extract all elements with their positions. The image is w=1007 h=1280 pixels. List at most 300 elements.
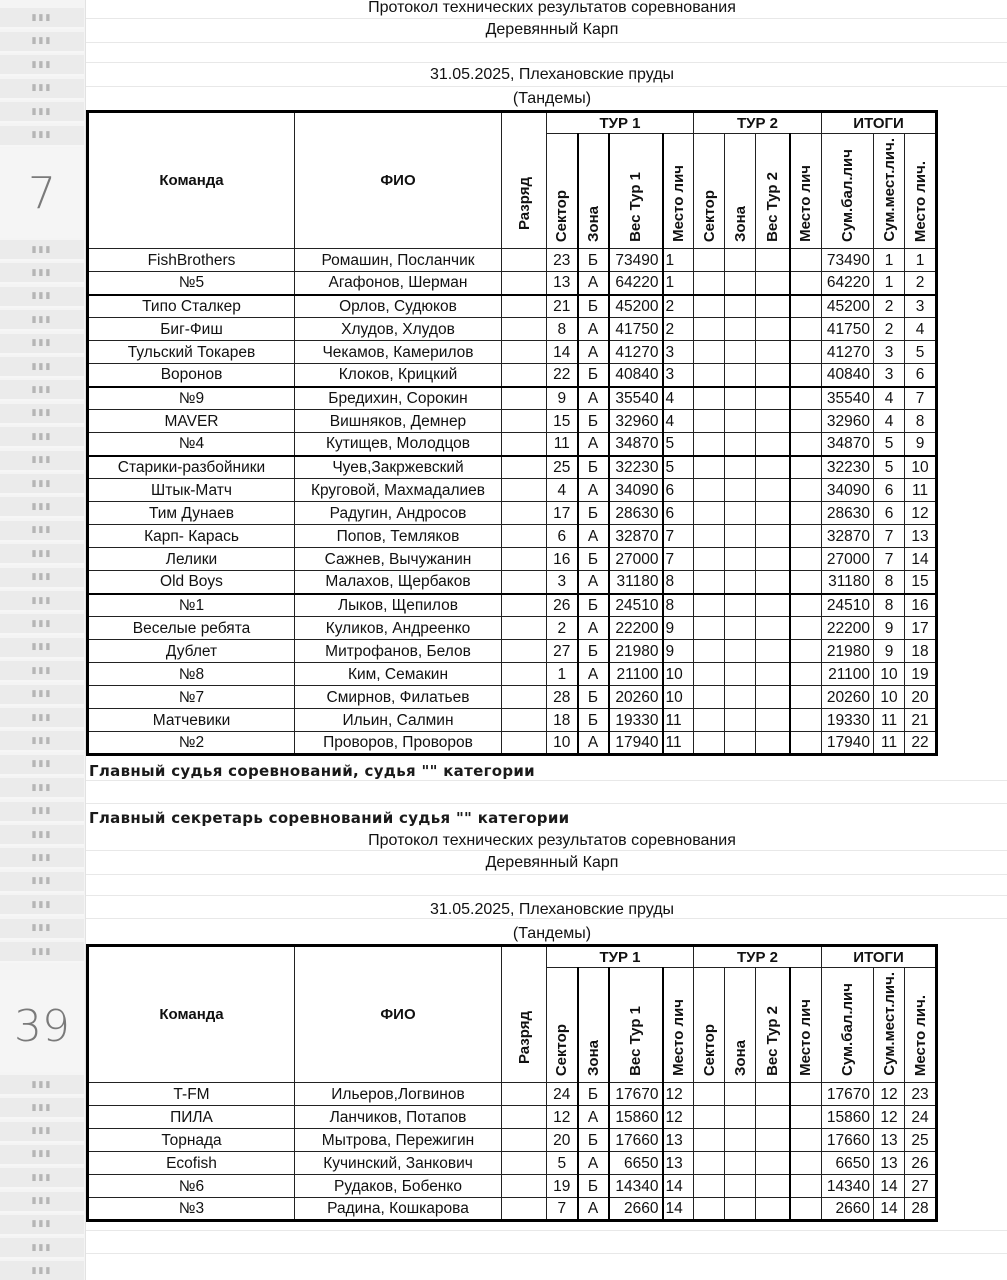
rank-cell[interactable] xyxy=(502,617,547,640)
sum-points-cell[interactable]: 64220 xyxy=(822,272,874,295)
table-row[interactable] xyxy=(88,318,937,341)
rank-cell[interactable] xyxy=(502,525,547,548)
zone-2-cell[interactable] xyxy=(725,640,756,663)
weight-2-cell[interactable] xyxy=(756,295,790,318)
sum-points-cell[interactable]: 28630 xyxy=(822,502,874,525)
weight-2-cell[interactable] xyxy=(756,387,790,410)
zone-2-cell[interactable] xyxy=(725,686,756,709)
row-header[interactable] xyxy=(0,102,84,123)
fio-cell[interactable]: Мытрова, Пережигин xyxy=(295,1129,502,1152)
sum-places-cell[interactable]: 13 xyxy=(874,1152,905,1175)
rank-cell[interactable] xyxy=(502,295,547,318)
sector-cell[interactable]: 17 xyxy=(547,502,578,525)
place-total-cell[interactable]: 23 xyxy=(905,1083,937,1106)
weight-2-cell[interactable] xyxy=(756,571,790,594)
team-cell[interactable]: Лелики xyxy=(88,548,295,571)
zone-2-cell[interactable] xyxy=(725,663,756,686)
rank-cell[interactable] xyxy=(502,341,547,364)
row-header[interactable] xyxy=(0,380,84,401)
row-header[interactable] xyxy=(0,731,84,752)
place-total-cell[interactable]: 27 xyxy=(905,1175,937,1198)
team-cell[interactable]: FishBrothers xyxy=(88,249,295,272)
zone-cell[interactable]: А xyxy=(578,525,609,548)
place-1-cell[interactable]: 7 xyxy=(663,525,694,548)
place-2-cell[interactable] xyxy=(790,617,822,640)
row-header[interactable] xyxy=(0,8,84,29)
team-cell[interactable]: №4 xyxy=(88,433,295,456)
row-header[interactable] xyxy=(0,521,84,542)
rank-cell[interactable] xyxy=(502,364,547,387)
place-1-cell[interactable]: 3 xyxy=(663,364,694,387)
sum-places-cell[interactable]: 2 xyxy=(874,318,905,341)
weight-1-cell[interactable]: 35540 xyxy=(609,387,663,410)
sum-places-cell[interactable]: 14 xyxy=(874,1175,905,1198)
fio-cell[interactable]: Бредихин, Сорокин xyxy=(295,387,502,410)
place-2-cell[interactable] xyxy=(790,341,822,364)
table-row[interactable] xyxy=(88,663,937,686)
weight-1-cell[interactable]: 17660 xyxy=(609,1129,663,1152)
zone-2-cell[interactable] xyxy=(725,1129,756,1152)
row-header[interactable] xyxy=(0,614,84,635)
team-cell[interactable]: №9 xyxy=(88,387,295,410)
place-1-cell[interactable]: 9 xyxy=(663,640,694,663)
sector-cell[interactable]: 12 xyxy=(547,1106,578,1129)
zone-2-cell[interactable] xyxy=(725,295,756,318)
place-total-cell[interactable]: 1 xyxy=(905,249,937,272)
place-total-cell[interactable]: 11 xyxy=(905,479,937,502)
sector-cell[interactable]: 11 xyxy=(547,433,578,456)
table-row[interactable] xyxy=(88,341,937,364)
place-1-cell[interactable]: 12 xyxy=(663,1083,694,1106)
weight-1-cell[interactable]: 40840 xyxy=(609,364,663,387)
weight-1-cell[interactable]: 34090 xyxy=(609,479,663,502)
rank-cell[interactable] xyxy=(502,249,547,272)
place-1-cell[interactable]: 8 xyxy=(663,594,694,617)
weight-2-cell[interactable] xyxy=(756,709,790,732)
zone-cell[interactable]: А xyxy=(578,571,609,594)
sector-2-cell[interactable] xyxy=(694,1083,725,1106)
place-total-cell[interactable]: 7 xyxy=(905,387,937,410)
table-row[interactable] xyxy=(88,364,937,387)
row-header[interactable] xyxy=(0,872,84,893)
row-header[interactable] xyxy=(0,919,84,940)
place-1-cell[interactable]: 9 xyxy=(663,617,694,640)
rank-cell[interactable] xyxy=(502,272,547,295)
weight-2-cell[interactable] xyxy=(756,272,790,295)
row-header[interactable] xyxy=(0,685,84,706)
zone-cell[interactable]: Б xyxy=(578,410,609,433)
sum-points-cell[interactable]: 24510 xyxy=(822,594,874,617)
zone-2-cell[interactable] xyxy=(725,364,756,387)
team-cell[interactable]: №2 xyxy=(88,732,295,755)
sector-2-cell[interactable] xyxy=(694,502,725,525)
rank-cell[interactable] xyxy=(502,571,547,594)
sum-points-cell[interactable]: 21980 xyxy=(822,640,874,663)
place-1-cell[interactable]: 5 xyxy=(663,456,694,479)
team-cell[interactable]: №7 xyxy=(88,686,295,709)
place-2-cell[interactable] xyxy=(790,571,822,594)
place-2-cell[interactable] xyxy=(790,663,822,686)
sector-2-cell[interactable] xyxy=(694,663,725,686)
place-2-cell[interactable] xyxy=(790,364,822,387)
row-header[interactable] xyxy=(0,79,84,100)
place-total-cell[interactable]: 10 xyxy=(905,456,937,479)
zone-2-cell[interactable] xyxy=(725,318,756,341)
sector-2-cell[interactable] xyxy=(694,387,725,410)
fio-cell[interactable]: Сажнев, Вычужанин xyxy=(295,548,502,571)
fio-cell[interactable]: Круговой, Махмадалиев xyxy=(295,479,502,502)
fio-cell[interactable]: Агафонов, Шерман xyxy=(295,272,502,295)
sum-points-cell[interactable]: 15860 xyxy=(822,1106,874,1129)
weight-2-cell[interactable] xyxy=(756,341,790,364)
table-row[interactable] xyxy=(88,295,937,318)
row-header[interactable] xyxy=(0,1145,84,1166)
weight-1-cell[interactable]: 34870 xyxy=(609,433,663,456)
weight-1-cell[interactable]: 19330 xyxy=(609,709,663,732)
sum-places-cell[interactable]: 6 xyxy=(874,479,905,502)
weight-1-cell[interactable]: 45200 xyxy=(609,295,663,318)
place-1-cell[interactable]: 3 xyxy=(663,341,694,364)
sum-points-cell[interactable]: 32230 xyxy=(822,456,874,479)
place-total-cell[interactable]: 28 xyxy=(905,1198,937,1221)
row-header[interactable] xyxy=(0,895,84,916)
weight-2-cell[interactable] xyxy=(756,663,790,686)
table-row[interactable] xyxy=(88,433,937,456)
weight-2-cell[interactable] xyxy=(756,1152,790,1175)
sum-places-cell[interactable]: 7 xyxy=(874,548,905,571)
rank-cell[interactable] xyxy=(502,1106,547,1129)
zone-cell[interactable]: А xyxy=(578,1106,609,1129)
sum-places-cell[interactable]: 9 xyxy=(874,640,905,663)
zone-cell[interactable]: А xyxy=(578,272,609,295)
sector-2-cell[interactable] xyxy=(694,1152,725,1175)
weight-2-cell[interactable] xyxy=(756,732,790,755)
weight-2-cell[interactable] xyxy=(756,640,790,663)
place-1-cell[interactable]: 14 xyxy=(663,1175,694,1198)
weight-2-cell[interactable] xyxy=(756,502,790,525)
sector-2-cell[interactable] xyxy=(694,617,725,640)
zone-2-cell[interactable] xyxy=(725,617,756,640)
zone-cell[interactable]: Б xyxy=(578,502,609,525)
sector-2-cell[interactable] xyxy=(694,732,725,755)
sector-2-cell[interactable] xyxy=(694,525,725,548)
sector-2-cell[interactable] xyxy=(694,410,725,433)
team-cell[interactable]: №5 xyxy=(88,272,295,295)
row-header[interactable] xyxy=(0,427,84,448)
zone-cell[interactable]: Б xyxy=(578,295,609,318)
weight-2-cell[interactable] xyxy=(756,433,790,456)
weight-1-cell[interactable]: 21980 xyxy=(609,640,663,663)
row-header[interactable] xyxy=(0,848,84,869)
row-header[interactable] xyxy=(0,474,84,495)
zone-cell[interactable]: Б xyxy=(578,364,609,387)
zone-cell[interactable]: Б xyxy=(578,1083,609,1106)
weight-1-cell[interactable]: 32960 xyxy=(609,410,663,433)
table-row[interactable] xyxy=(88,1198,937,1221)
sum-points-cell[interactable]: 34870 xyxy=(822,433,874,456)
row-header[interactable] xyxy=(0,55,84,76)
zone-2-cell[interactable] xyxy=(725,525,756,548)
rank-cell[interactable] xyxy=(502,410,547,433)
zone-cell[interactable]: А xyxy=(578,663,609,686)
fio-cell[interactable]: Лыков, Щепилов xyxy=(295,594,502,617)
weight-2-cell[interactable] xyxy=(756,594,790,617)
sum-places-cell[interactable]: 7 xyxy=(874,525,905,548)
place-1-cell[interactable]: 10 xyxy=(663,663,694,686)
row-header[interactable] xyxy=(0,661,84,682)
place-1-cell[interactable]: 5 xyxy=(663,433,694,456)
row-group-label[interactable]: 7 xyxy=(0,148,84,238)
zone-2-cell[interactable] xyxy=(725,272,756,295)
table-row[interactable] xyxy=(88,1175,937,1198)
table-row[interactable] xyxy=(88,410,937,433)
table-row[interactable] xyxy=(88,732,937,755)
row-group-label[interactable]: 39 xyxy=(0,980,84,1072)
zone-2-cell[interactable] xyxy=(725,1198,756,1221)
zone-cell[interactable]: А xyxy=(578,387,609,410)
place-total-cell[interactable]: 2 xyxy=(905,272,937,295)
team-cell[interactable]: ПИЛА xyxy=(88,1106,295,1129)
sector-2-cell[interactable] xyxy=(694,1129,725,1152)
place-1-cell[interactable]: 1 xyxy=(663,249,694,272)
weight-1-cell[interactable]: 64220 xyxy=(609,272,663,295)
sum-places-cell[interactable]: 9 xyxy=(874,617,905,640)
zone-2-cell[interactable] xyxy=(725,1106,756,1129)
row-header[interactable] xyxy=(0,1261,84,1280)
rank-cell[interactable] xyxy=(502,732,547,755)
rank-cell[interactable] xyxy=(502,1198,547,1221)
sum-points-cell[interactable]: 17670 xyxy=(822,1083,874,1106)
row-header[interactable] xyxy=(0,825,84,846)
sector-cell[interactable]: 5 xyxy=(547,1152,578,1175)
sum-points-cell[interactable]: 17940 xyxy=(822,732,874,755)
rank-cell[interactable] xyxy=(502,1152,547,1175)
rank-cell[interactable] xyxy=(502,709,547,732)
team-cell[interactable]: Матчевики xyxy=(88,709,295,732)
team-cell[interactable]: Карп- Карась xyxy=(88,525,295,548)
weight-1-cell[interactable]: 17940 xyxy=(609,732,663,755)
place-total-cell[interactable]: 26 xyxy=(905,1152,937,1175)
place-total-cell[interactable]: 22 xyxy=(905,732,937,755)
table-row[interactable] xyxy=(88,525,937,548)
sector-cell[interactable]: 9 xyxy=(547,387,578,410)
sector-cell[interactable]: 13 xyxy=(547,272,578,295)
sum-places-cell[interactable]: 3 xyxy=(874,364,905,387)
zone-2-cell[interactable] xyxy=(725,571,756,594)
sum-points-cell[interactable]: 20260 xyxy=(822,686,874,709)
zone-cell[interactable]: Б xyxy=(578,640,609,663)
sector-cell[interactable]: 28 xyxy=(547,686,578,709)
place-1-cell[interactable]: 4 xyxy=(663,387,694,410)
row-header[interactable] xyxy=(0,404,84,425)
fio-cell[interactable]: Смирнов, Филатьев xyxy=(295,686,502,709)
weight-2-cell[interactable] xyxy=(756,686,790,709)
zone-2-cell[interactable] xyxy=(725,410,756,433)
rank-cell[interactable] xyxy=(502,663,547,686)
sum-places-cell[interactable]: 12 xyxy=(874,1106,905,1129)
zone-2-cell[interactable] xyxy=(725,249,756,272)
table-row[interactable] xyxy=(88,686,937,709)
weight-2-cell[interactable] xyxy=(756,249,790,272)
place-total-cell[interactable]: 5 xyxy=(905,341,937,364)
sector-2-cell[interactable] xyxy=(694,640,725,663)
sector-2-cell[interactable] xyxy=(694,318,725,341)
zone-2-cell[interactable] xyxy=(725,341,756,364)
sum-points-cell[interactable]: 17660 xyxy=(822,1129,874,1152)
place-1-cell[interactable]: 8 xyxy=(663,571,694,594)
fio-cell[interactable]: Чекамов, Камерилов xyxy=(295,341,502,364)
row-header[interactable] xyxy=(0,357,84,378)
place-2-cell[interactable] xyxy=(790,318,822,341)
weight-2-cell[interactable] xyxy=(756,410,790,433)
sector-cell[interactable]: 18 xyxy=(547,709,578,732)
sector-cell[interactable]: 4 xyxy=(547,479,578,502)
fio-cell[interactable]: Малахов, Щербаков xyxy=(295,571,502,594)
zone-2-cell[interactable] xyxy=(725,479,756,502)
table-row[interactable] xyxy=(88,456,937,479)
weight-1-cell[interactable]: 20260 xyxy=(609,686,663,709)
fio-cell[interactable]: Ланчиков, Потапов xyxy=(295,1106,502,1129)
row-header[interactable] xyxy=(0,263,84,284)
table-row[interactable] xyxy=(88,1083,937,1106)
sum-places-cell[interactable]: 10 xyxy=(874,686,905,709)
fio-cell[interactable]: Рудаков, Бобенко xyxy=(295,1175,502,1198)
sum-points-cell[interactable]: 41750 xyxy=(822,318,874,341)
sector-2-cell[interactable] xyxy=(694,548,725,571)
place-total-cell[interactable]: 4 xyxy=(905,318,937,341)
sector-cell[interactable]: 26 xyxy=(547,594,578,617)
zone-cell[interactable]: Б xyxy=(578,1175,609,1198)
zone-cell[interactable]: Б xyxy=(578,1129,609,1152)
zone-cell[interactable]: А xyxy=(578,318,609,341)
zone-2-cell[interactable] xyxy=(725,594,756,617)
row-header[interactable] xyxy=(0,497,84,518)
place-1-cell[interactable]: 11 xyxy=(663,732,694,755)
sum-points-cell[interactable]: 32960 xyxy=(822,410,874,433)
place-2-cell[interactable] xyxy=(790,640,822,663)
place-2-cell[interactable] xyxy=(790,387,822,410)
sector-2-cell[interactable] xyxy=(694,272,725,295)
sum-points-cell[interactable]: 6650 xyxy=(822,1152,874,1175)
sector-2-cell[interactable] xyxy=(694,364,725,387)
weight-1-cell[interactable]: 21100 xyxy=(609,663,663,686)
fio-cell[interactable]: Вишняков, Демнер xyxy=(295,410,502,433)
table-row[interactable] xyxy=(88,1129,937,1152)
place-total-cell[interactable]: 13 xyxy=(905,525,937,548)
sum-points-cell[interactable]: 31180 xyxy=(822,571,874,594)
place-2-cell[interactable] xyxy=(790,525,822,548)
sum-points-cell[interactable]: 34090 xyxy=(822,479,874,502)
zone-2-cell[interactable] xyxy=(725,456,756,479)
place-2-cell[interactable] xyxy=(790,709,822,732)
sector-cell[interactable]: 10 xyxy=(547,732,578,755)
sum-places-cell[interactable]: 14 xyxy=(874,1198,905,1221)
zone-2-cell[interactable] xyxy=(725,387,756,410)
sum-points-cell[interactable]: 41270 xyxy=(822,341,874,364)
place-1-cell[interactable]: 6 xyxy=(663,502,694,525)
place-2-cell[interactable] xyxy=(790,594,822,617)
weight-1-cell[interactable]: 2660 xyxy=(609,1198,663,1221)
sector-cell[interactable]: 25 xyxy=(547,456,578,479)
row-header[interactable] xyxy=(0,1238,84,1259)
sector-cell[interactable]: 19 xyxy=(547,1175,578,1198)
fio-cell[interactable]: Радина, Кошкарова xyxy=(295,1198,502,1221)
place-total-cell[interactable]: 19 xyxy=(905,663,937,686)
place-1-cell[interactable]: 7 xyxy=(663,548,694,571)
weight-2-cell[interactable] xyxy=(756,1083,790,1106)
place-1-cell[interactable]: 10 xyxy=(663,686,694,709)
rank-cell[interactable] xyxy=(502,640,547,663)
rank-cell[interactable] xyxy=(502,318,547,341)
zone-cell[interactable]: Б xyxy=(578,456,609,479)
sum-points-cell[interactable]: 40840 xyxy=(822,364,874,387)
zone-2-cell[interactable] xyxy=(725,732,756,755)
team-cell[interactable]: №1 xyxy=(88,594,295,617)
team-cell[interactable]: Штык-Матч xyxy=(88,479,295,502)
table-row[interactable] xyxy=(88,272,937,295)
row-header[interactable] xyxy=(0,942,84,963)
place-2-cell[interactable] xyxy=(790,502,822,525)
sector-2-cell[interactable] xyxy=(694,341,725,364)
table-row[interactable] xyxy=(88,1106,937,1129)
row-header[interactable] xyxy=(0,544,84,565)
sector-cell[interactable]: 3 xyxy=(547,571,578,594)
row-header[interactable] xyxy=(0,1098,84,1119)
sector-cell[interactable]: 15 xyxy=(547,410,578,433)
place-1-cell[interactable]: 11 xyxy=(663,709,694,732)
place-2-cell[interactable] xyxy=(790,548,822,571)
team-cell[interactable]: T-FM xyxy=(88,1083,295,1106)
zone-2-cell[interactable] xyxy=(725,433,756,456)
place-total-cell[interactable]: 12 xyxy=(905,502,937,525)
team-cell[interactable]: Биг-Фиш xyxy=(88,318,295,341)
fio-cell[interactable]: Кучинский, Занкович xyxy=(295,1152,502,1175)
sector-cell[interactable]: 14 xyxy=(547,341,578,364)
team-cell[interactable]: Old Boys xyxy=(88,571,295,594)
row-header[interactable] xyxy=(0,451,84,472)
rank-cell[interactable] xyxy=(502,548,547,571)
sum-places-cell[interactable]: 5 xyxy=(874,456,905,479)
place-2-cell[interactable] xyxy=(790,479,822,502)
sum-places-cell[interactable]: 4 xyxy=(874,410,905,433)
weight-2-cell[interactable] xyxy=(756,364,790,387)
team-cell[interactable]: Ecofish xyxy=(88,1152,295,1175)
table-row[interactable] xyxy=(88,1152,937,1175)
sum-places-cell[interactable]: 13 xyxy=(874,1129,905,1152)
fio-cell[interactable]: Попов, Темляков xyxy=(295,525,502,548)
place-2-cell[interactable] xyxy=(790,1175,822,1198)
team-cell[interactable]: №3 xyxy=(88,1198,295,1221)
rank-cell[interactable] xyxy=(502,594,547,617)
row-header[interactable] xyxy=(0,1168,84,1189)
fio-cell[interactable]: Проворов, Проворов xyxy=(295,732,502,755)
row-header[interactable] xyxy=(0,310,84,331)
row-header[interactable] xyxy=(0,240,84,261)
place-2-cell[interactable] xyxy=(790,272,822,295)
zone-cell[interactable]: А xyxy=(578,617,609,640)
place-2-cell[interactable] xyxy=(790,249,822,272)
place-1-cell[interactable]: 13 xyxy=(663,1152,694,1175)
row-header[interactable] xyxy=(0,638,84,659)
weight-2-cell[interactable] xyxy=(756,318,790,341)
place-1-cell[interactable]: 1 xyxy=(663,272,694,295)
sum-places-cell[interactable]: 8 xyxy=(874,594,905,617)
sum-places-cell[interactable]: 1 xyxy=(874,272,905,295)
team-cell[interactable]: Старики-разбойники xyxy=(88,456,295,479)
sum-places-cell[interactable]: 6 xyxy=(874,502,905,525)
place-2-cell[interactable] xyxy=(790,686,822,709)
sector-cell[interactable]: 8 xyxy=(547,318,578,341)
